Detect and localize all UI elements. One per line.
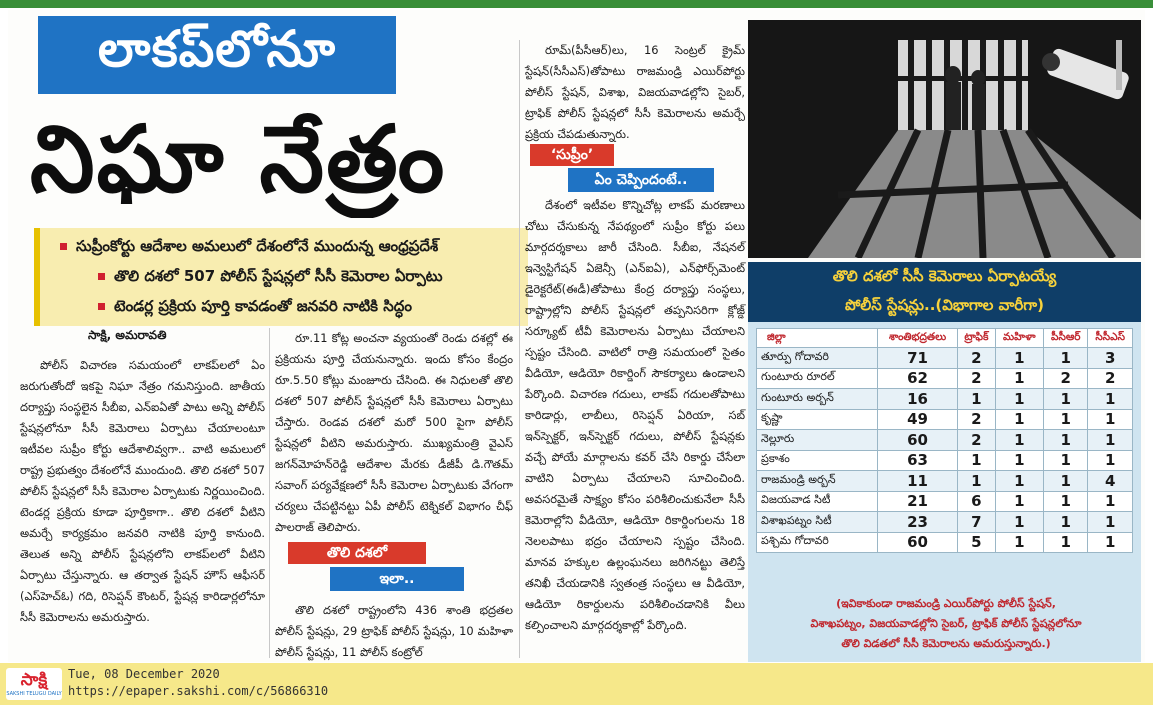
count-cell: 1	[1088, 389, 1133, 410]
count-cell: 1	[995, 450, 1043, 471]
table-row	[757, 430, 1133, 451]
count-cell: 1	[1044, 491, 1088, 512]
subheading-blue: ఇలా..	[330, 567, 464, 591]
count-cell: 5	[958, 532, 996, 553]
headline-kicker: లాకప్‌లోనూ	[38, 16, 396, 94]
count-cell: 1	[1088, 430, 1133, 451]
count-cell: 1	[958, 389, 996, 410]
sakshi-logo[interactable]: సాక్షి SAKSHI TELUGU DAILY	[6, 668, 62, 700]
count-cell: 1	[1044, 348, 1088, 369]
jail-cell-photo	[748, 20, 1141, 258]
header-pcr: పీసీఆర్	[1044, 329, 1088, 348]
count-cell: 1	[958, 450, 996, 471]
article-column-3: దేశంలో ఇటీవల కొన్నిచోట్ల లాకప్ మరణాలు చోటు చేసుకున్న నేపథ్యంలో సుప్రీం కోర్టు పలు మార్గదర్శకాలు జారీ చేసింది. సీబీఐ, నేషనల్ ఇన్వెస్టిగేషన్ ఏజెన్సీ (ఎన్ఐఏ), ఎన్‌ఫోర్స్‌మెంట్ డైరెక్టరేట్(ఈడీ)తోపాటు కేంద్ర దర్యాప్తు సంస్థలు, రాష్ట్రాల్లోని పోలీస్ స్టేషన్లలో తప్పనిసరిగా క్లోజ్డ్ సర్క్యూట్ టీవీ కెమెరాలను ఏర్పాటు చేయాలని స్పష్టం చేసింది. వాటిలో రాత్రి సమయంలో సైతం వీడియో, ఆడియో రికార్డింగ్ సౌకర్యాలు ఉండాలని పేర్కొంది. విచారణ గదులు, లాకప్ గదులతోపాటు కారిడార్లు, లాబీలు, రిసెప్షన్ ఏరియా, సబ్ ఇన్‌స్పెక్టర్, ఇన్‌స్పెక్టర్ గదులు, పోలీస్ స్టేషన్లకు వచ్చే పోయే మార్గాలను కవర్ చేసి రికార్డు చేసేలా వాటిని ఏర్పాటు చేయాలని సూచించింది. అవసరమైతే సాక్ష్యం కోసం పరిశీలించుకునేలా సీసీ కెమెరాల్లోని వీడియో, ఆడియో రికార్డింగులను 18 నెలలపాటు భద్రం చేయాలని స్పష్టం చేసింది. మానవ హక్కుల ఉల్లంఘనలు జరిగినట్టు తెలిస్తే తనిఖీ చేయడానికి స్వతంత్ర సంస్థలు ఆ వీడియో, ఆడియో రికార్డులను పరిశీలించడానికి వీలు కల్పించాలని మార్గదర్శకాల్లో పేర్కొంది.	[525, 198, 745, 632]
count-cell: 1	[1044, 409, 1088, 430]
district-cell: తూర్పు గోదావరి	[757, 348, 878, 369]
table-row	[757, 471, 1133, 492]
district-cell: ప్రకాశం	[757, 450, 878, 471]
table-row	[757, 512, 1133, 533]
count-cell: 71	[878, 348, 958, 369]
stations-table	[756, 328, 1133, 553]
count-cell: 63	[878, 450, 958, 471]
count-cell: 1	[995, 368, 1043, 389]
epaper-link[interactable]: https://epaper.sakshi.com/c/56866310	[68, 684, 329, 698]
count-cell: 16	[878, 389, 958, 410]
column-divider	[269, 328, 270, 658]
count-cell: 1	[995, 532, 1043, 553]
table-title: తొలి దశలో సీసీ కెమెరాలు ఏర్పాటయ్యే పోలీస్ స్టేషన్లు..(విభాగాల వారీగా)	[748, 262, 1141, 322]
district-cell: పశ్చిమ గోదావరి	[757, 532, 878, 553]
highlights-box	[34, 228, 528, 326]
district-cell: గుంటూరు రూరల్	[757, 368, 878, 389]
count-cell: 2	[958, 368, 996, 389]
count-cell: 1	[1088, 491, 1133, 512]
count-cell: 1	[1044, 532, 1088, 553]
count-cell: 1	[958, 471, 996, 492]
header-district: జిల్లా	[757, 329, 878, 348]
district-cell: రాజమండ్రి అర్బన్	[757, 471, 878, 492]
count-cell: 1	[1088, 532, 1133, 553]
district-cell: నెల్లూరు	[757, 430, 878, 451]
table-header-row	[757, 329, 1133, 348]
newspaper-page	[8, 10, 1145, 662]
table-row	[757, 491, 1133, 512]
table-row	[757, 348, 1133, 369]
count-cell: 1	[995, 491, 1043, 512]
count-cell: 2	[1088, 368, 1133, 389]
subheading-red: తొలి దశలో	[288, 542, 426, 564]
byline: సాక్షి, అమరావతి	[88, 328, 167, 342]
district-cell: కృష్ణా	[757, 409, 878, 430]
count-cell: 60	[878, 532, 958, 553]
count-cell: 2	[958, 348, 996, 369]
table-row	[757, 450, 1133, 471]
count-cell: 1	[1044, 450, 1088, 471]
count-cell: 1	[995, 409, 1043, 430]
header-ccs: సీసీఎస్	[1088, 329, 1133, 348]
table-row	[757, 389, 1133, 410]
headline-title: నిఘా నేత్రం	[30, 105, 447, 213]
count-cell: 4	[1088, 471, 1133, 492]
subheading-blue: ఏం చెప్పిందంటే..	[568, 168, 714, 192]
bullet-icon	[98, 303, 105, 310]
subheading-red: ‘సుప్రీం’	[530, 144, 614, 166]
count-cell: 2	[958, 409, 996, 430]
table-footnote: (ఇవికాకుండా రాజమండ్రి ఎయిర్‌పోర్టు పోలీస్ స్టేషన్, విశాఖపట్నం, విజయవాడల్లోని సైబర్, ట్రాఫిక్ పోలీస్ స్టేషన్లలోనూ తొలి విడతలో సీసీ కెమెరాలను అమరుస్తున్నారు.)	[810, 597, 1082, 650]
footer-bar	[0, 663, 1153, 705]
count-cell: 1	[1088, 409, 1133, 430]
jail-bars-illustration	[748, 20, 1141, 258]
count-cell: 60	[878, 430, 958, 451]
count-cell: 1	[995, 471, 1043, 492]
count-cell: 3	[1088, 348, 1133, 369]
table-row	[757, 409, 1133, 430]
count-cell: 1	[995, 430, 1043, 451]
count-cell: 1	[1044, 430, 1088, 451]
district-cell: విశాఖపట్నం సిటీ	[757, 512, 878, 533]
count-cell: 1	[995, 389, 1043, 410]
highlight-item: సుప్రీంకోర్టు ఆదేశాల అమలులో దేశంలోనే ముందున్న ఆంధ్రప్రదేశ్	[60, 237, 438, 259]
count-cell: 1	[995, 348, 1043, 369]
count-cell: 21	[878, 491, 958, 512]
count-cell: 7	[958, 512, 996, 533]
count-cell: 1	[1044, 471, 1088, 492]
count-cell: 23	[878, 512, 958, 533]
count-cell: 1	[1088, 450, 1133, 471]
count-cell: 1	[995, 512, 1043, 533]
bullet-icon	[98, 273, 105, 280]
bullet-icon	[60, 243, 67, 250]
count-cell: 1	[1044, 512, 1088, 533]
header-women: మహిళా	[995, 329, 1043, 348]
article-column-3-top: రూమ్(పీసీఆర్)లు, 16 సెంట్రల్ క్రైమ్ స్టేషన్(సీసీఎస్)తోపాటు రాజమండ్రి ఎయిర్‌పోర్టు పోలీస్ స్టేషన్, విశాఖ, విజయవాడల్లోని సైబర్, ట్రాఫిక్ పోలీస్ స్టేషన్లలో సీసీ కెమెరాలను అమర్చే ప్రక్రియ చేపడుతున్నారు.	[525, 43, 745, 141]
article-column-2: రూ.11 కోట్ల అంచనా వ్యయంతో రెండు దశల్లో ఈ ప్రక్రియను పూర్తి చేయనున్నారు. ఇందు కోసం కేంద్రం రూ.5.50 కోట్లు మంజూరు చేసింది. ఈ నిధులతో తొలి దశలో 507 పోలీస్ స్టేషన్లలో సీసీ కెమెరాలు ఏర్పాటు చేస్తారు. రెండవ దశలో మరో 500 పైగా పోలీస్ స్టేషన్లలో వీటిని అమరుస్తారు. ముఖ్యమంత్రి వైఎస్ జగన్‌మోహన్‌రెడ్డి ఆదేశాల మేరకు డీజీపీ డి.గౌతమ్ సవాంగ్ పర్యవేక్షణలో సీసీ కెమెరాల ఏర్పాటుకు వేగంగా చర్యలు చేపట్టినట్టు ఏపీ పోలీస్ టెక్నికల్ విభాగం చీఫ్ పాలరాజ్ తెలిపారు.	[275, 331, 513, 534]
table-row	[757, 532, 1133, 553]
column-divider	[519, 40, 520, 658]
edition-date: Tue, 08 December 2020	[68, 667, 220, 681]
count-cell: 62	[878, 368, 958, 389]
count-cell: 6	[958, 491, 996, 512]
table-row	[757, 368, 1133, 389]
district-cell: విజయవాడ సిటీ	[757, 491, 878, 512]
district-cell: గుంటూరు అర్బన్	[757, 389, 878, 410]
count-cell: 1	[1088, 512, 1133, 533]
count-cell: 11	[878, 471, 958, 492]
count-cell: 2	[1044, 368, 1088, 389]
count-cell: 1	[1044, 389, 1088, 410]
highlight-item: టెండర్ల ప్రక్రియ పూర్తి కావడంతో జనవరి నాటికి సిద్ధం	[98, 297, 412, 319]
header-law-order: శాంతిభద్రతలు	[878, 329, 958, 348]
stations-table-panel	[748, 262, 1141, 662]
article-column-1: పోలీస్ విచారణ సమయంలో లాకప్‌లలో ఏం జరుగుతోందో ఇకపై నిఘా నేత్రం గమనిస్తుంది. జాతీయ దర్యాప్తు సంస్థలైన సీబీఐ, ఎన్ఐఏతో పాటు అన్ని పోలీస్ స్టేషన్లలోనూ సీసీ కెమెరాలు ఏర్పాటు చేయాలంటూ ఇటీవల సుప్రీం కోర్టు ఆదేశాలివ్వగా.. వాటి అమలులో రాష్ట్ర ప్రభుత్వం దేశంలోనే ముందుంది. తొలి దశలో 507 పోలీస్ స్టేషన్లలో సీసీ కెమెరాల ఏర్పాటుకు నిర్ణయించింది. టెండర్ల ప్రక్రియ కూడా పూర్తికాగా.. తొలి దశలో వీటిని అమర్చే కార్యక్రమం జనవరి నాటికి పూర్తి కానుంది. తెలుత అన్ని పోలీస్ స్టేషన్లలోని లాకప్‌లలో వీటిని ఏర్పాటు చేస్తున్నారు. ఆ తర్వాత స్టేషన్ హౌస్ ఆఫీసర్ (ఎస్‌హెచ్‌ఓ) గది, రిసెప్షన్ కౌంటర్, స్టేషన్ల కారిడార్లలోనూ సీసీ కెమెరాలను అమరుస్తారు.	[20, 358, 265, 624]
count-cell: 2	[958, 430, 996, 451]
top-color-bar	[0, 0, 1153, 8]
count-cell: 49	[878, 409, 958, 430]
article-column-2-continued: తొలి దశలో రాష్ట్రంలోని 436 శాంతి భద్రతల పోలీస్ స్టేషన్లు, 29 ట్రాఫిక్ పోలీస్ స్టేషన్లు, 10 మహిళా పోలీస్ స్టేషన్లు, 11 పోలీస్ కంట్రోల్	[275, 603, 513, 659]
highlight-item: తొలి దశలో 507 పోలీస్ స్టేషన్లలో సీసీ కెమెరాల ఏర్పాటు	[98, 267, 443, 289]
header-traffic: ట్రాఫిక్	[958, 329, 996, 348]
